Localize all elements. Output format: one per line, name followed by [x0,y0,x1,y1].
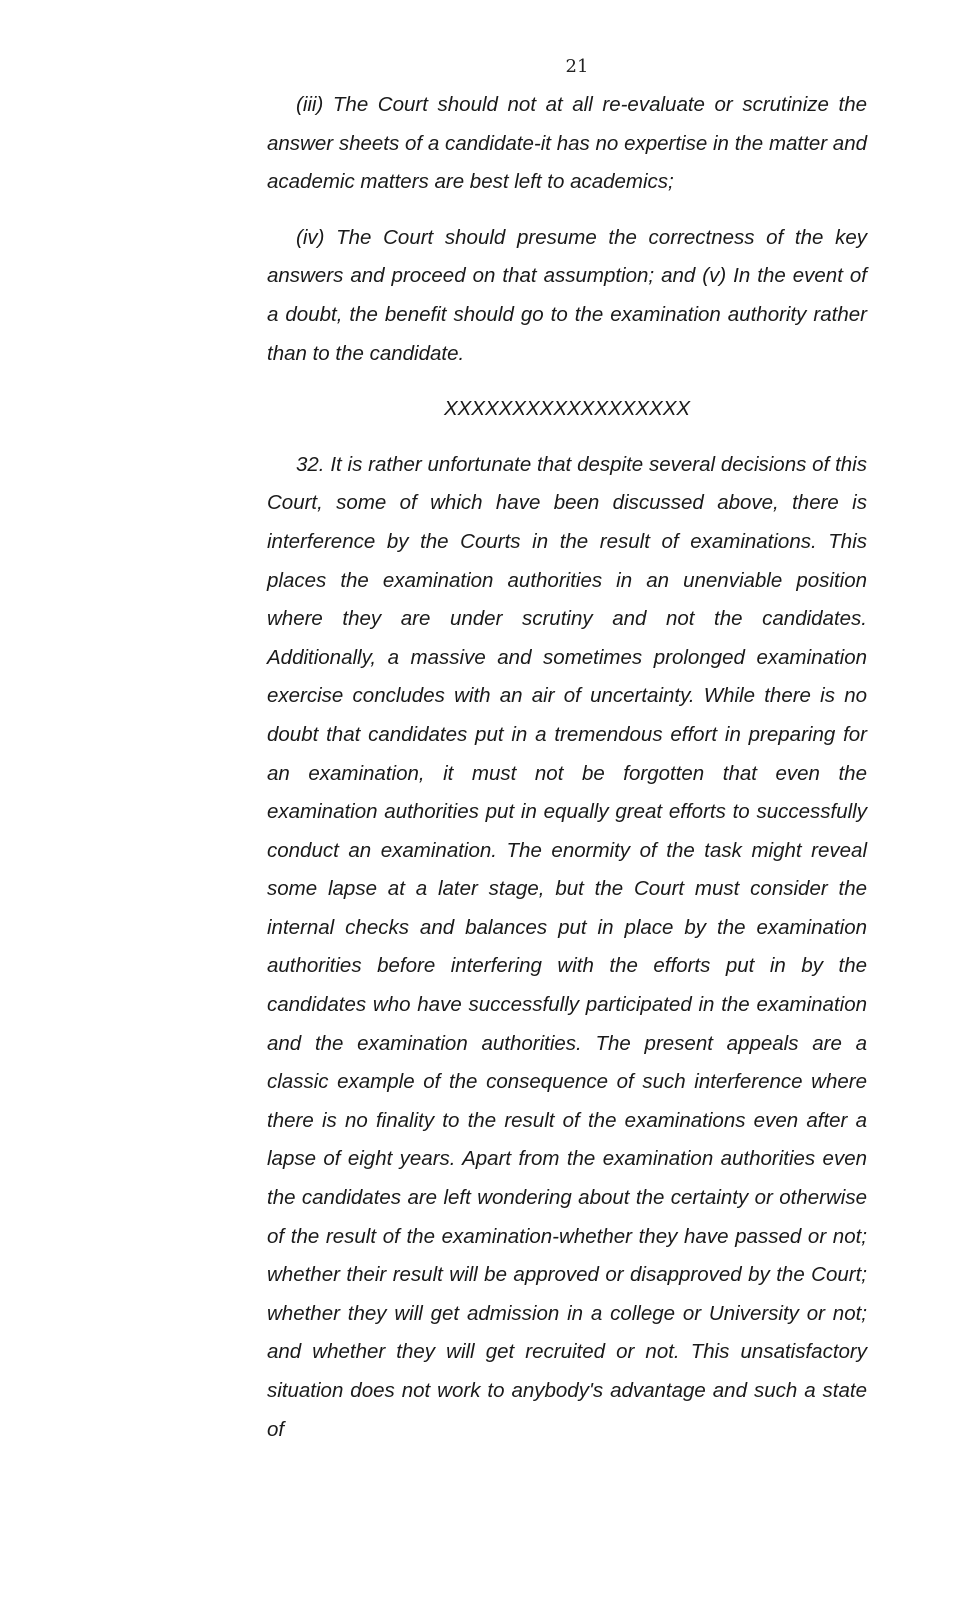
paragraph-iii: (iii) The Court should not at all re-evaluate or scrutinize the answer sheets of a candidate-it has no expertise in the matter and academic matters are best left to academics; [267,93,867,194]
paragraph-32: 32. It is rather unfortunate that despite several decisions of this Court, some of which have been discussed above, there is interference by the Courts in the result of examinations. This places the examination authorities in an unenviable position where they are under scrutiny and not the candidates. Additionally, a massive and sometimes prolonged examination exercise concludes with an air of uncertainty. While there is no doubt that candidates put in a tremendous effort in preparing for an examination, it must not be forgotten that even the examination authorities put in equally great efforts to successfully conduct an examination. The enormity of the task might reveal some lapse at a later stage, but the Court must consider the internal checks and balances put in place by the examination authorities before interfering with the efforts put in by the candidates who have successfully participated in the examination and the examination authorities. The present appeals are a classic example of the consequence of such interference where there is no finality to the result of the examinations even after a lapse of eight years. Apart from the examination authorities even the candidates are left wondering about the certainty or otherwise of the result of the examination-whether they have passed or not; whether their result will be approved or disapproved by the Court; whether they will get admission in a college or University or not; and whether they will get recruited or not. This unsatisfactory situation does not work to anybody's advantage and such a state of [267,452,867,1441]
page-number: 21 [565,56,589,77]
paragraph-gap [267,429,867,446]
paragraph-gap [267,202,867,219]
section-separator: XXXXXXXXXXXXXXXXXX [443,397,691,421]
paragraph-gap [267,373,867,390]
body-text [267,86,867,1449]
paragraph-iv: (iv) The Court should presume the correctness of the key answers and proceed on that assumption; and (v) In the event of a doubt, the benefit should go to the examination authority rather than to the candidate. [267,225,867,365]
